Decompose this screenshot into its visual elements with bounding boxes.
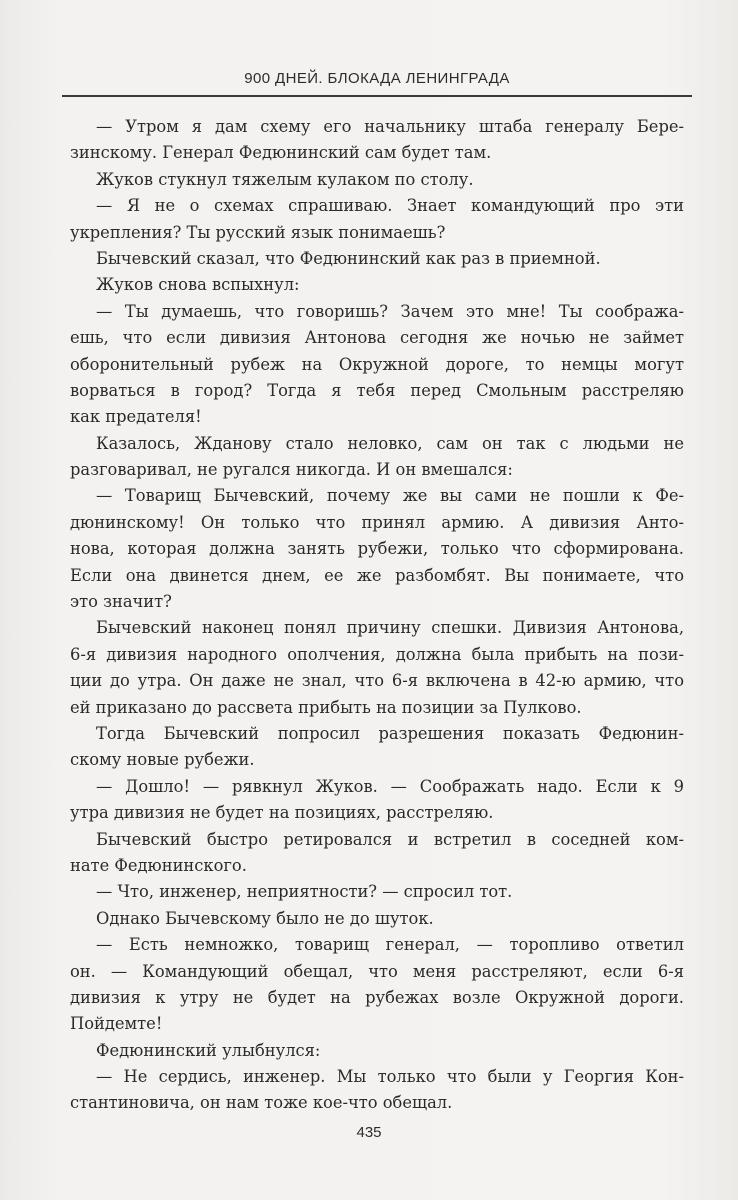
text-line: Бычевский быстро ретировался и встретил в соседней ком- xyxy=(96,829,684,849)
text-line: утра дивизия не будет на позициях, расстреляю. xyxy=(70,803,494,823)
text-line: — Не сердись, инженер. Мы только что были у Георгия Кон- xyxy=(96,1067,684,1087)
body-text xyxy=(70,114,684,1117)
text-line: оборонительный рубеж на Окружной дороге, то немцы могут xyxy=(70,354,684,374)
text-line: — Дошло! — рявкнул Жуков. — Соображать надо. Если к 9 xyxy=(96,776,684,796)
text-line: он. — Командующий обещал, что меня расстреляют, если 6-я xyxy=(70,961,684,981)
text-line: нате Федюнинского. xyxy=(70,855,247,875)
text-line: стантиновича, он нам тоже кое-что обещал. xyxy=(70,1093,453,1113)
text-line: скому новые рубежи. xyxy=(70,750,255,770)
text-line: Федюнинский улыбнулся: xyxy=(96,1040,321,1060)
text-line: — Я не о схемах спрашиваю. Знает командующий про эти xyxy=(96,196,684,216)
text-line: — Товарищ Бычевский, почему же вы сами не пошли к Фе- xyxy=(96,486,684,506)
text-line: 6-я дивизия народного ополчения, должна была прибыть на пози- xyxy=(70,644,684,664)
running-head: 900 ДНЕЙ. БЛОКАДА ЛЕНИНГРАДА xyxy=(244,70,510,87)
text-line: ешь, что если дивизия Антонова сегодня же ночью не займет xyxy=(70,328,684,348)
text-line: нова, которая должна занять рубежи, только что сформирована. xyxy=(70,539,684,559)
text-line: разговаривал, не ругался никогда. И он вмешался: xyxy=(70,460,513,480)
text-line: — Ты думаешь, что говоришь? Зачем это мне! Ты сообража- xyxy=(96,301,684,321)
text-line: Пойдемте! xyxy=(70,1014,163,1034)
text-line: Жуков снова вспыхнул: xyxy=(96,275,300,295)
text-line: ции до утра. Он даже не знал, что 6-я включена в 42-ю армию, что xyxy=(70,671,684,691)
text-line: ворваться в город? Тогда я тебя перед Смольным расстреляю xyxy=(70,380,684,400)
text-line: — Есть немножко, товарищ генерал, — торопливо ответил xyxy=(96,935,684,955)
text-line: это значит? xyxy=(70,592,172,612)
text-line: дюнинскому! Он только что принял армию. А дивизия Анто- xyxy=(70,512,684,532)
text-line: Однако Бычевскому было не до шуток. xyxy=(96,908,434,928)
text-line: укрепления? Ты русский язык понимаешь? xyxy=(70,222,446,242)
header-rule xyxy=(62,95,692,97)
text-line: как предателя! xyxy=(70,407,202,427)
text-line: Казалось, Жданову стало неловко, сам он так с людьми не xyxy=(96,433,684,453)
text-line: зинскому. Генерал Федюнинский сам будет там. xyxy=(70,143,492,163)
text-line: Если она двинется днем, ее же разбомбят. Вы понимаете, что xyxy=(70,565,684,585)
text-line: Жуков стукнул тяжелым кулаком по столу. xyxy=(96,169,474,189)
text-line: Бычевский сказал, что Федюнинский как раз в приемной. xyxy=(96,248,601,268)
text-line: Тогда Бычевский попросил разрешения показать Федюнин- xyxy=(96,723,684,743)
text-line: ей приказано до рассвета прибыть на позиции за Пулково. xyxy=(70,697,582,717)
text-line: — Утром я дам схему его начальнику штаба генералу Бере- xyxy=(96,117,684,136)
text-line: — Что, инженер, неприятности? — спросил тот. xyxy=(96,882,513,902)
text-line: Бычевский наконец понял причину спешки. Дивизия Антонова, xyxy=(96,618,684,638)
text-line: дивизия к утру не будет на рубежах возле Окружной дороги. xyxy=(70,987,684,1007)
page-number: 435 xyxy=(356,1124,382,1141)
